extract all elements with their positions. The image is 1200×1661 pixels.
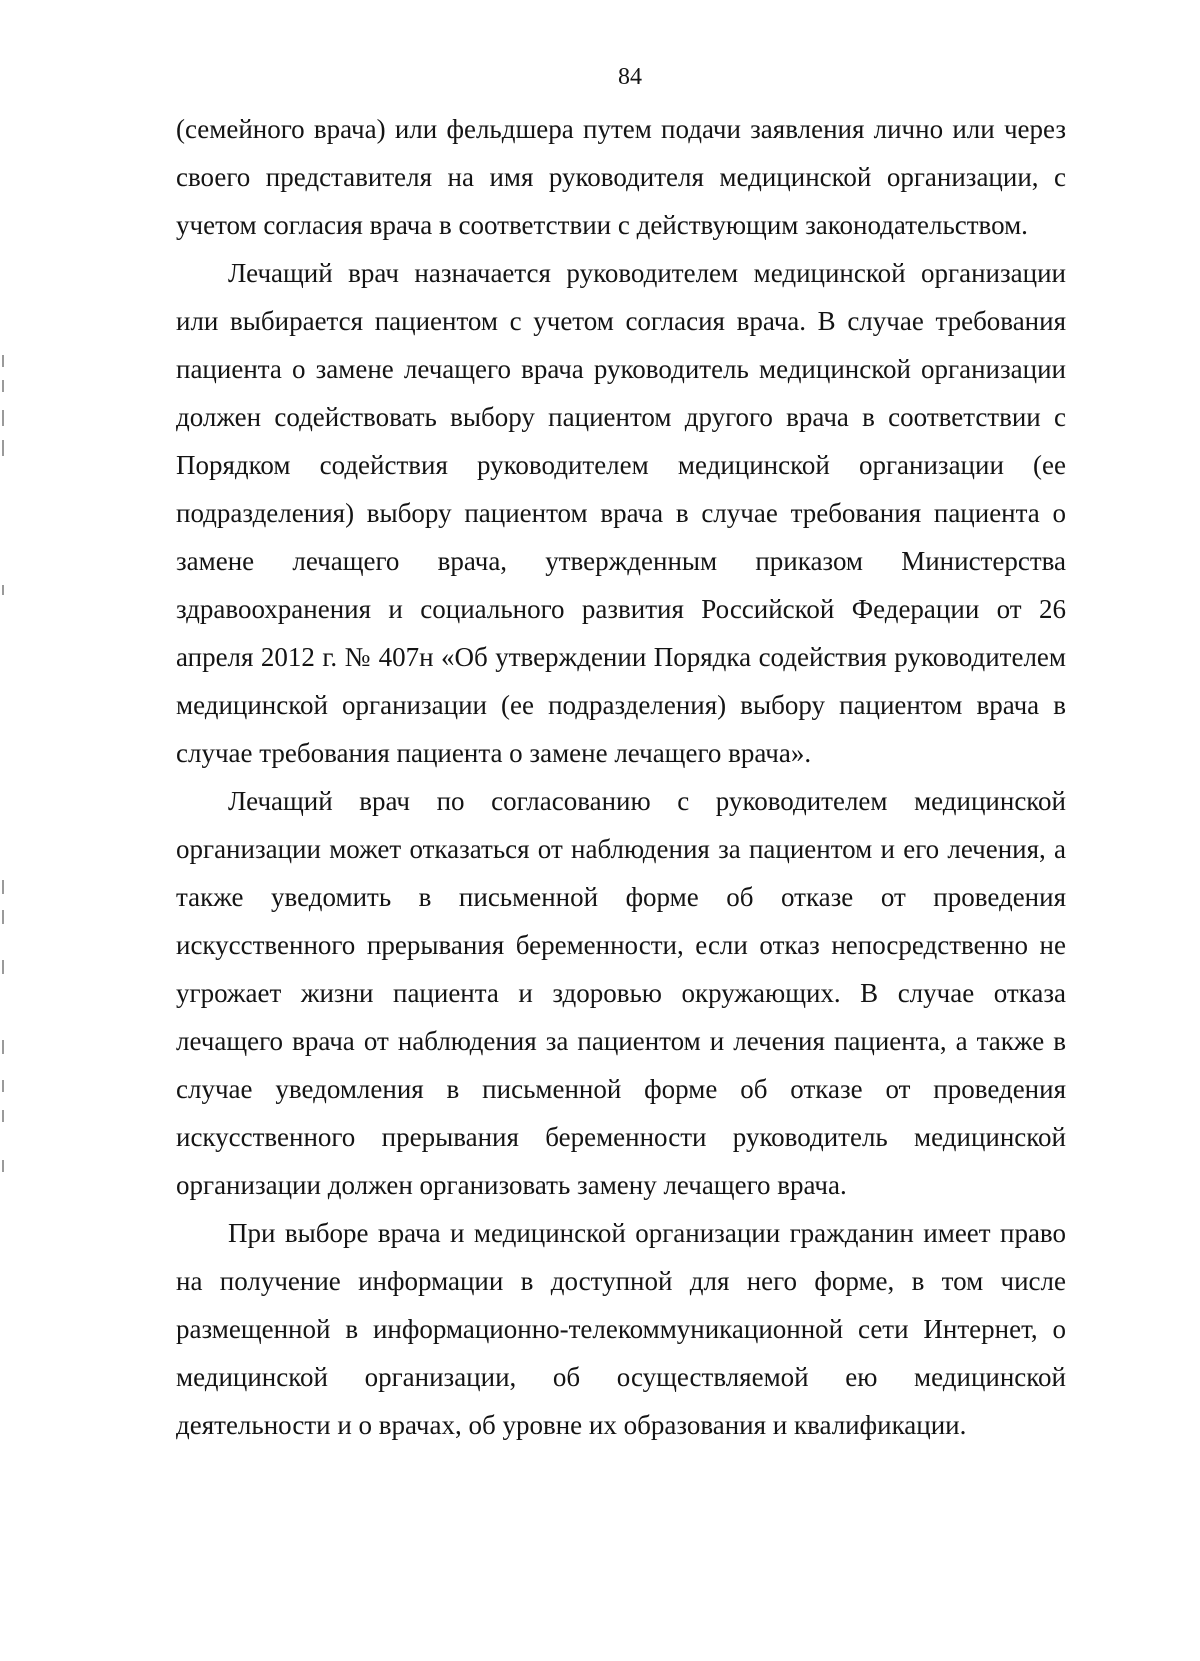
scan-edge-mark — [2, 1040, 4, 1054]
scan-edge-mark — [2, 1080, 4, 1092]
scan-edge-mark — [2, 410, 4, 426]
paragraph-attending-physician-assignment: Лечащий врач назначается руководителем медицинской организации или выбирается пациентом с учетом согласия врача. В случае требования пациента о замене лечащего врача руководитель медицинской организации должен содействовать выбору пациентом другого врача в соответствии с Порядком содействия руководителем медицинской организации (ее подразделения) выбору пациентом врача в случае требования пациента о замене лечащего врача, утвержденным приказом Министерства здравоохранения и социального развития Российской Федерации от 26 апреля 2012 г. № 407н «Об утверждении Порядка содействия руководителем медицинской организации (ее подразделения) выбору пациентом врача в случае требования пациента о замене лечащего врача». — [176, 258, 1066, 768]
scan-edge-mark — [2, 380, 4, 392]
document-body — [176, 105, 1066, 1449]
scan-edge-mark — [2, 880, 4, 894]
scan-edge-mark — [2, 910, 4, 924]
paragraph-information-right: При выборе врача и медицинской организации гражданин имеет право на получение информации в доступной для него форме, в том числе размещенной в информационно-телекоммуникационной сети Интернет, о медицинской организации, об осуществляемой ею медицинской деятельности и о врачах, об уровне их образования и квалификации. — [176, 1218, 1066, 1440]
paragraph-continuation: (семейного врача) или фельдшера путем подачи заявления лично или через своего представителя на имя руководителя медицинской организации, с учетом согласия врача в соответствии с действующим законодательством. — [176, 114, 1066, 240]
scan-edge-mark — [2, 585, 4, 595]
scan-edge-mark — [2, 1110, 4, 1122]
scan-edge-mark — [2, 960, 4, 974]
scan-edge-mark — [2, 355, 4, 367]
scan-edge-mark — [2, 1160, 4, 1172]
paragraph-physician-refusal: Лечащий врач по согласованию с руководителем медицинской организации может отказаться от наблюдения за пациентом и его лечения, а также уведомить в письменной форме об отказе от проведения искусственного прерывания беременности, если отказ непосредственно не угрожает жизни пациента и здоровью окружающих. В случае отказа лечащего врача от наблюдения за пациентом и лечения пациента, а также в случае уведомления в письменной форме об отказе от проведения искусственного прерывания беременности руководитель медицинской организации должен организовать замену лечащего врача. — [176, 786, 1066, 1200]
scan-edge-mark — [2, 440, 4, 456]
page-number: 84 — [618, 64, 642, 90]
